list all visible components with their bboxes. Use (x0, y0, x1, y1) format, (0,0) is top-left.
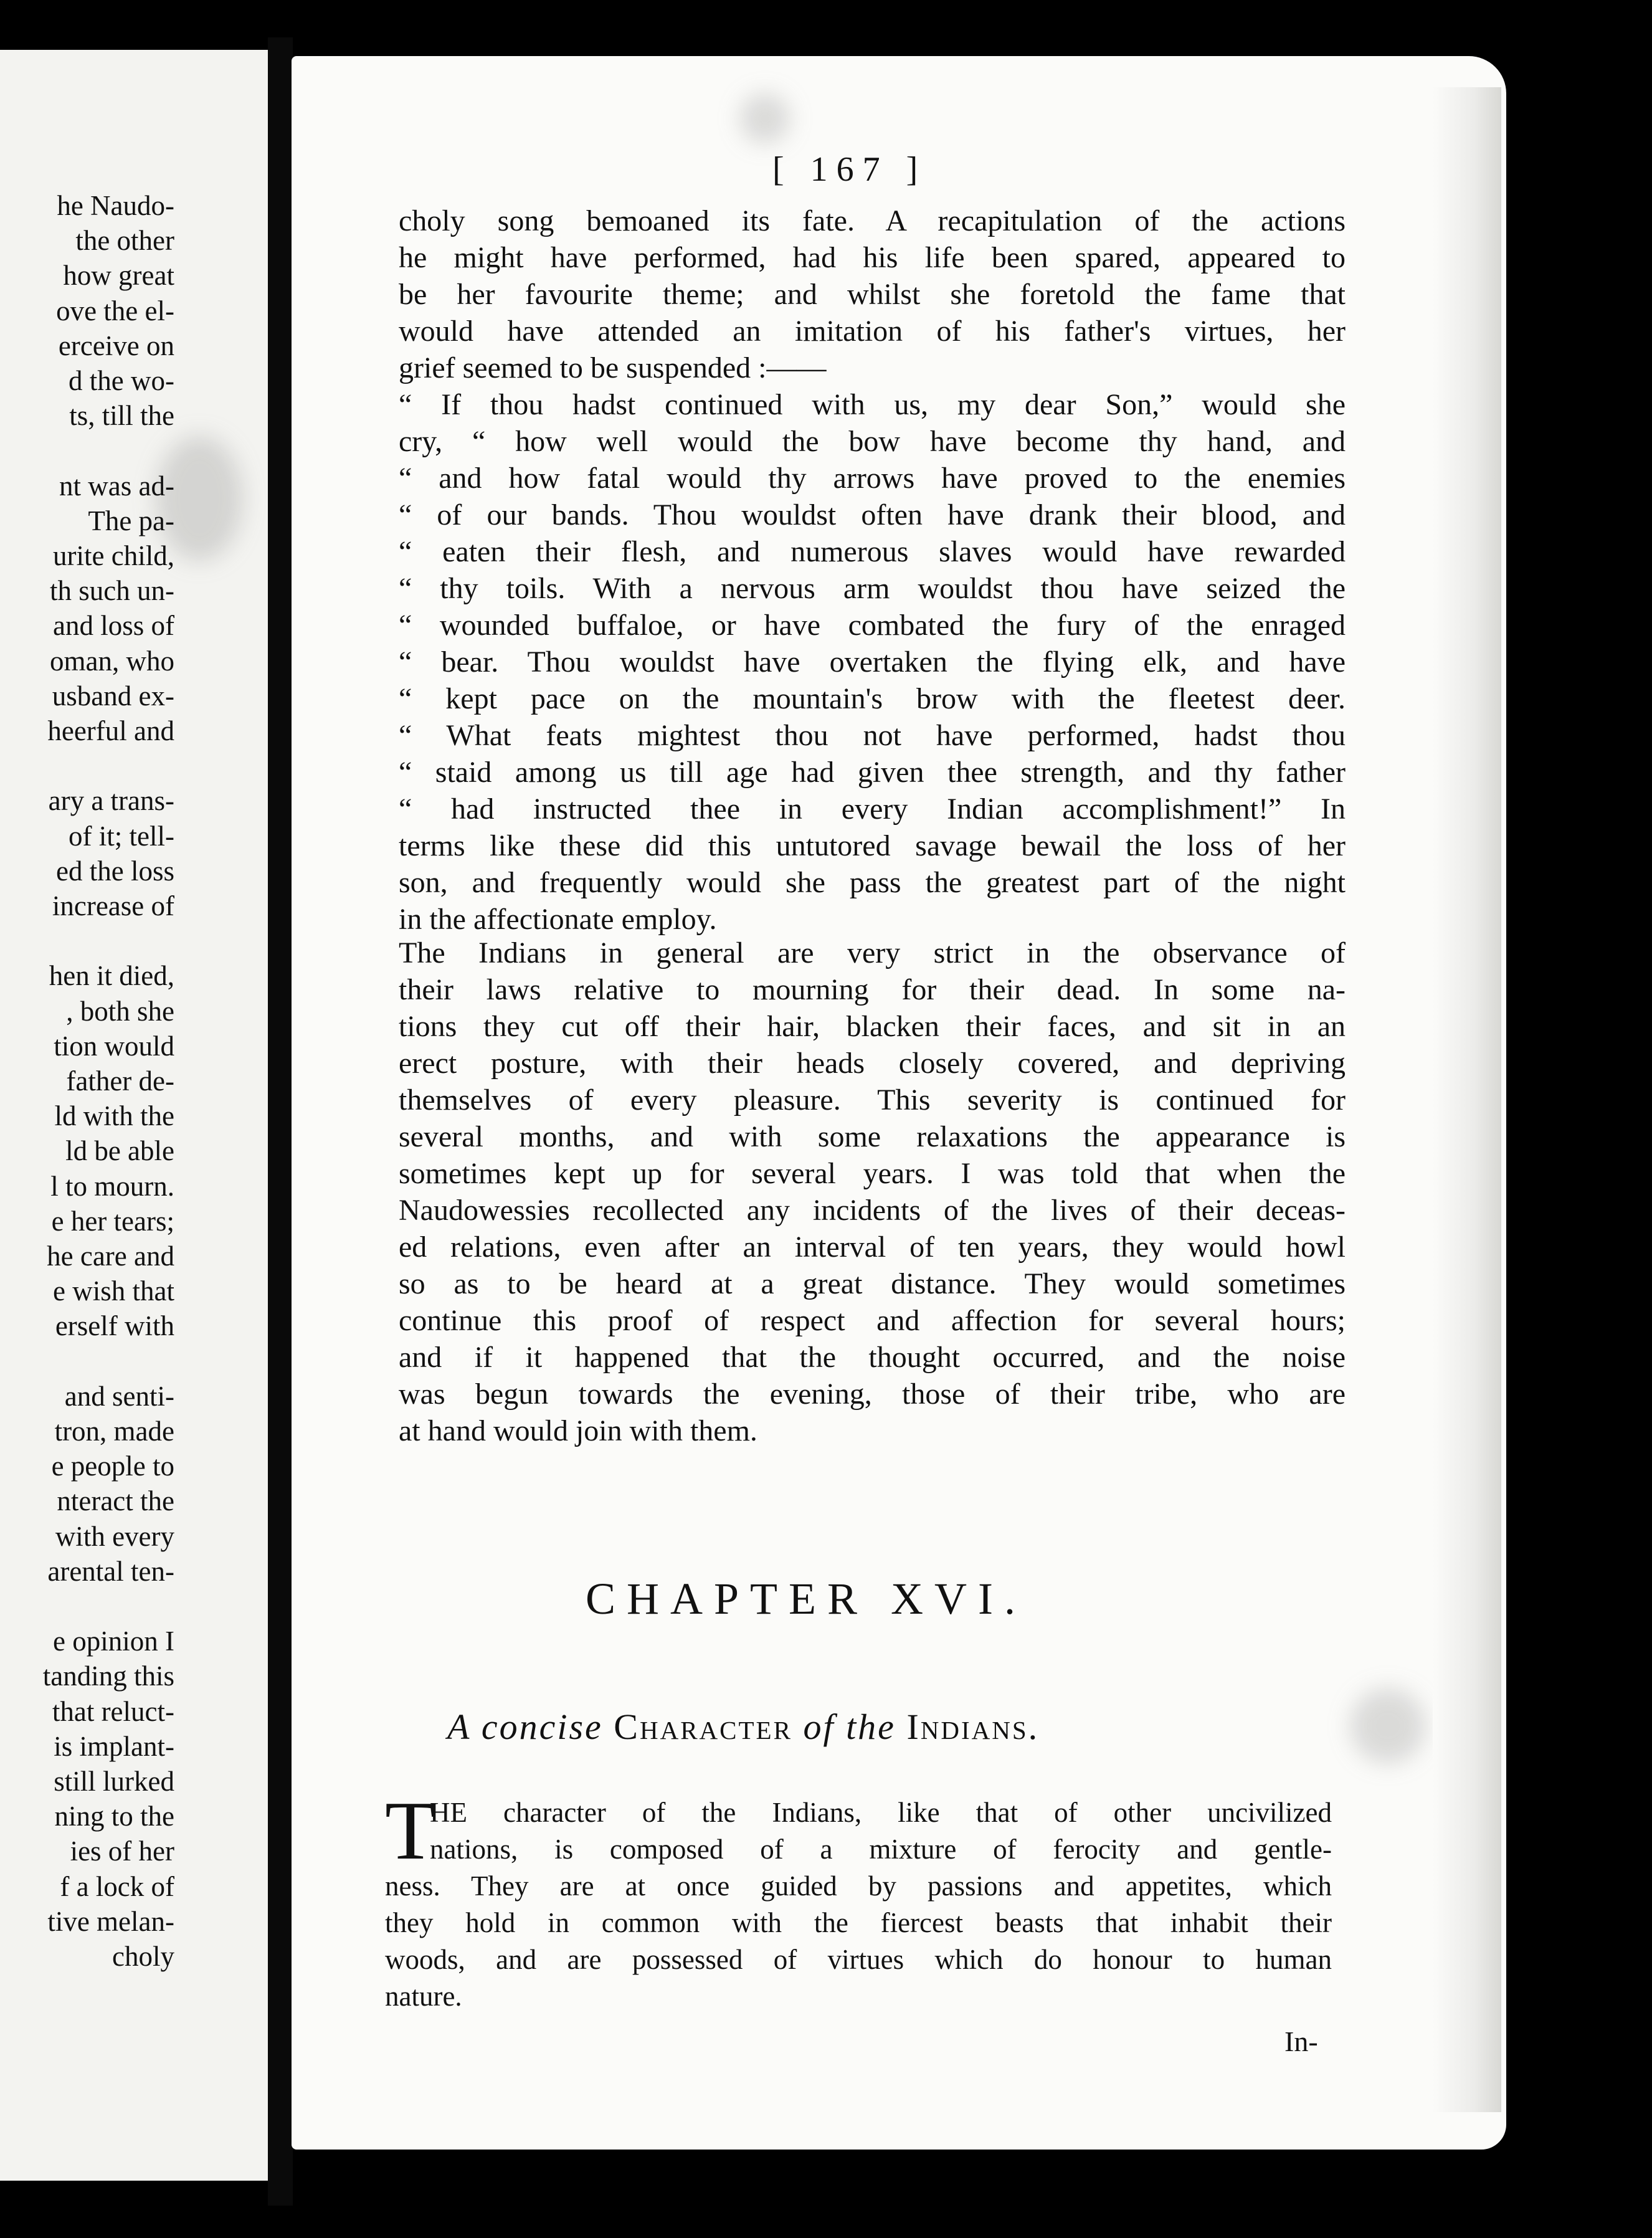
previous-page-line: that reluct- (52, 1695, 174, 1727)
text-line: continue this proof of respect and affection for several hours; (399, 1304, 1346, 1337)
previous-page-line: ed the loss (56, 855, 174, 887)
previous-page-line: urite child, (53, 540, 174, 571)
previous-page-line: ld be able (65, 1135, 174, 1167)
previous-page-line: and senti- (64, 1380, 174, 1412)
text-line: so as to be heard at a great distance. They would sometimes (399, 1267, 1346, 1300)
previous-page-line: is implant- (54, 1730, 174, 1762)
text-line: choly song bemoaned its fate. A recapitulation of the actions (399, 204, 1346, 237)
previous-page-line: d the wo- (69, 365, 174, 396)
text-line: “ wounded buffaloe, or have combated the fury of the enraged (399, 609, 1346, 642)
subtitle-part: Character (614, 1707, 792, 1747)
previous-page-line: ove the el- (56, 295, 174, 326)
subtitle-part: Indians. (906, 1707, 1040, 1747)
previous-page-line: nteract the (57, 1485, 174, 1517)
text-line: “ staid among us till age had given thee strength, and thy father (399, 756, 1346, 789)
subtitle-part: of the (803, 1707, 896, 1747)
text-line: sometimes kept up for several years. I was told that when the (399, 1157, 1346, 1190)
previous-page-line: tron, made (54, 1416, 174, 1447)
text-line: at hand would join with them. (399, 1414, 757, 1447)
previous-page-line: heerful and (47, 715, 174, 746)
text-line: be her favourite theme; and whilst she foretold the fame that (399, 278, 1346, 311)
text-line: would have attended an imitation of his father's virtues, her (399, 315, 1346, 348)
text-line: “ What feats mightest thou not have performed, hadst thou (399, 719, 1346, 752)
text-line: grief seemed to be suspended :—— (399, 351, 827, 384)
previous-page-line: The pa- (88, 505, 174, 536)
previous-page-line: and loss of (53, 610, 174, 642)
text-line: “ If thou hadst continued with us, my dear Son,” would she (399, 388, 1346, 421)
previous-page-line: ld with the (54, 1100, 174, 1132)
previous-page-line: e opinion I (53, 1626, 174, 1657)
previous-page-line: father de- (66, 1065, 174, 1097)
previous-page-line: erceive on (58, 330, 174, 361)
previous-page-line: with every (55, 1520, 174, 1552)
paragraph-mourning-customs (399, 935, 1346, 1449)
paragraph-lament-quote (399, 386, 1346, 938)
page-number: [ 167 ] (772, 150, 927, 189)
paragraph-continued (399, 202, 1346, 386)
text-line: their laws relative to mourning for their dead. In some na- (399, 973, 1346, 1006)
previous-page-line: ies of her (70, 1836, 174, 1867)
previous-page-line: e wish that (53, 1275, 174, 1307)
previous-page-line: erself with (55, 1310, 174, 1342)
text-line: “ eaten their flesh, and numerous slaves would have rewarded (399, 535, 1346, 568)
previous-page-line: he Naudo- (57, 190, 174, 221)
previous-page-line: ning to the (54, 1801, 174, 1832)
text-line: ness. They are at once guided by passions and appetites, which (385, 1870, 1332, 1902)
text-line: he might have performed, had his life been spared, appeared to (399, 241, 1346, 274)
text-line: “ bear. Thou wouldst have overtaken the flying elk, and have (399, 645, 1346, 679)
text-line: in the affectionate employ. (399, 903, 717, 936)
chapter-subtitle (447, 1706, 1039, 1748)
subtitle-part: A concise (447, 1707, 603, 1747)
text-line: “ had instructed thee in every Indian accomplishment!” In (399, 793, 1346, 826)
text-line: ed relations, even after an interval of ten years, they would howl (399, 1231, 1346, 1264)
previous-page-line: tive melan- (47, 1905, 174, 1937)
drop-cap: T (385, 1784, 436, 1877)
text-line: nature. (385, 1981, 462, 2012)
text-line: tions they cut off their hair, blacken their faces, and sit in an (399, 1010, 1346, 1043)
previous-page-line: , both she (66, 995, 174, 1027)
previous-page-line: th such un- (50, 575, 174, 607)
text-line: terms like these did this untutored savage bewail the loss of her (399, 829, 1346, 862)
previous-page-line: arental ten- (47, 1555, 174, 1587)
book-gutter (268, 37, 293, 2206)
previous-page-line: oman, who (50, 645, 174, 677)
previous-page-line: hen it died, (49, 960, 174, 992)
previous-page-line: f a lock of (60, 1870, 174, 1902)
previous-page-line: usband ex- (52, 680, 174, 712)
text-line: Naudowessies recollected any incidents of the lives of their deceas- (399, 1194, 1346, 1227)
page-stain (740, 93, 790, 143)
catchword: In- (1284, 2026, 1318, 2057)
text-line: The Indians in general are very strict in the observance of (399, 936, 1346, 969)
previous-page-line: tanding this (42, 1660, 174, 1692)
previous-page-line: nt was ad- (59, 470, 174, 502)
text-line: HE character of the Indians, like that of other uncivilized (430, 1797, 1332, 1828)
text-line: cry, “ how well would the bow have become thy hand, and (399, 425, 1346, 458)
previous-page-line: the other (75, 225, 174, 257)
previous-page-line: ary a trans- (48, 785, 174, 817)
text-line: woods, and are possessed of virtues which do honour to human (385, 1944, 1332, 1975)
previous-page-line: increase of (52, 890, 174, 921)
previous-page-line: tion would (54, 1030, 174, 1062)
previous-page-line: how great (63, 260, 174, 292)
text-line: themselves of every pleasure. This severity is continued for (399, 1083, 1346, 1117)
text-line: nations, is composed of a mixture of ferocity and gentle- (430, 1834, 1332, 1865)
text-line: “ thy toils. With a nervous arm wouldst thou have seized the (399, 572, 1346, 605)
text-line: several months, and with some relaxations the appearance is (399, 1120, 1346, 1153)
chapter-opening-paragraph (385, 1784, 1332, 2015)
text-line: “ and how fatal would thy arrows have proved to the enemies (399, 462, 1346, 495)
previous-page-line: of it; tell- (69, 820, 174, 852)
previous-page-fragment (0, 50, 268, 2181)
text-line: they hold in common with the fiercest beasts that inhabit their (385, 1907, 1332, 1938)
previous-page-line: still lurked (54, 1766, 174, 1797)
previous-page-line: e people to (51, 1450, 174, 1482)
previous-page-line: choly (112, 1941, 174, 1972)
previous-page-line: e her tears; (51, 1205, 174, 1237)
previous-page-line: he care and (47, 1240, 174, 1272)
text-line: erect posture, with their heads closely covered, and depriving (399, 1047, 1346, 1080)
previous-page-line: l to mourn. (50, 1170, 174, 1202)
previous-page-line: ts, till the (69, 400, 174, 432)
text-line: “ kept pace on the mountain's brow with the fleetest deer. (399, 682, 1346, 715)
page-stain (1351, 1688, 1425, 1763)
text-line: was begun towards the evening, those of their tribe, who are (399, 1378, 1346, 1411)
chapter-heading: CHAPTER XVI. (586, 1574, 1027, 1624)
text-line: “ of our bands. Thou wouldst often have drank their blood, and (399, 498, 1346, 531)
page-edge-shadow (1433, 87, 1501, 2112)
text-line: son, and frequently would she pass the greatest part of the night (399, 866, 1346, 899)
text-line: and if it happened that the thought occurred, and the noise (399, 1341, 1346, 1374)
